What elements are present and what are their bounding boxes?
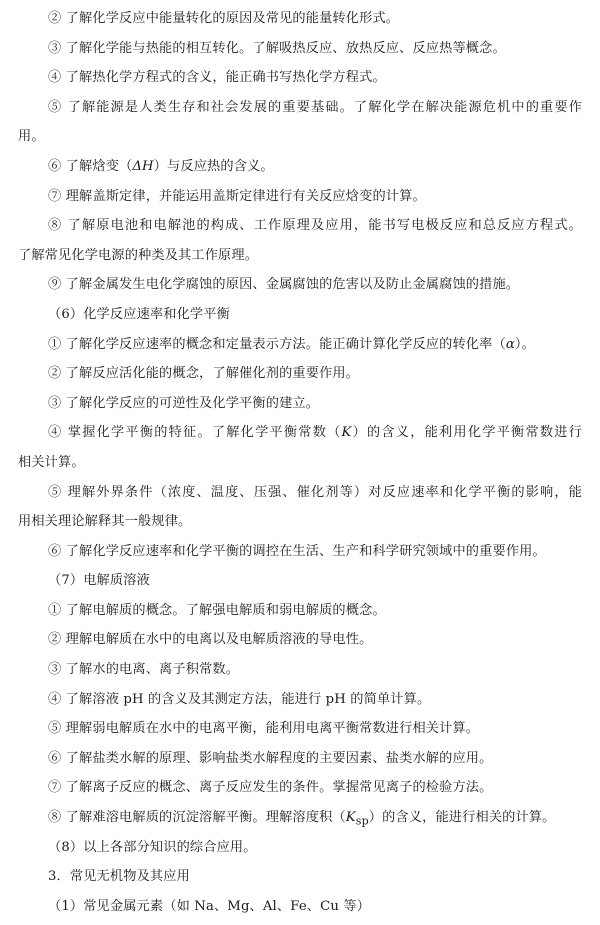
text-run: ④ 掌握化学平衡的特征。了解化学平衡常数（	[48, 425, 342, 441]
text-line: ③ 了解化学能与热能的相互转化。了解吸热反应、放热反应、反应热等概念。	[48, 40, 506, 56]
text-run: ⑧ 了解难溶电解质的沉淀溶解平衡。理解溶度积（	[48, 810, 346, 826]
math-symbol: K	[345, 810, 356, 826]
math-symbol: K	[341, 425, 352, 441]
text-line: ① 了解电解质的概念。了解强电解质和弱电解质的概念。	[48, 602, 386, 618]
text-line: ② 了解反应活化能的概念，了解催化剂的重要作用。	[48, 366, 360, 382]
text-run: ）。	[514, 336, 535, 352]
text-line: 用相关理论解释其一般规律。	[18, 514, 192, 530]
text-run: ）的含义，能利用化学平衡常数进行	[351, 425, 582, 441]
section-heading: （1）常见金属元素（如 Na、Mg、Al、Fe、Cu 等）	[48, 898, 371, 914]
text-line	[18, 803, 584, 833]
text-run: ）与反应热的含义。	[153, 158, 274, 174]
text-line: ④ 了解溶液 pH 的含义及其测定方法，能进行 pH 的简单计算。	[48, 691, 431, 707]
text-line: ⑤ 理解外界条件（浓度、温度、压强、催化剂等）对反应速率和化学平衡的影响，能	[48, 484, 582, 500]
text-line: ⑦ 理解盖斯定律，并能运用盖斯定律进行有关反应焓变的计算。	[48, 188, 426, 204]
text-line: ⑤ 了解能源是人类生存和社会发展的重要基础。了解化学在解决能源危机中的重要作	[48, 99, 582, 115]
text-line	[18, 330, 584, 360]
text-line: ⑦ 了解离子反应的概念、离子反应发生的条件。掌握常见离子的检验方法。	[48, 780, 493, 796]
text-line	[18, 152, 584, 182]
math-subscript: sp	[355, 814, 369, 828]
text-line: ⑨ 了解金属发生电化学腐蚀的原因、金属腐蚀的危害以及防止金属腐蚀的措施。	[48, 277, 520, 293]
text-line: 相关计算。	[18, 454, 85, 470]
text-line: ② 理解电解质在水中的电离以及电解质溶液的导电性。	[48, 632, 373, 648]
text-line: ② 了解化学反应中能量转化的原因及常见的能量转化形式。	[48, 11, 400, 26]
math-symbol: α	[505, 336, 515, 352]
section-heading: （6）化学反应速率和化学平衡	[48, 306, 230, 322]
text-line: ⑥ 了解盐类水解的原理、影响盐类水解程度的主要因素、盐类水解的应用。	[48, 750, 493, 766]
text-line: （8）以上各部分知识的综合应用。	[48, 839, 257, 855]
text-line: 用。	[18, 129, 45, 145]
text-line: ⑥ 了解化学反应速率和化学平衡的调控在生活、生产和科学研究领域中的重要作用。	[48, 543, 546, 559]
text-line: ⑧ 了解原电池和电解池的构成、工作原理及应用，能书写电极反应和总反应方程式。	[48, 218, 582, 234]
text-line: ③ 了解化学反应的可逆性及化学平衡的建立。	[48, 395, 320, 411]
text-line	[18, 418, 584, 448]
section-heading: 3．常见无机物及其应用	[48, 869, 190, 885]
text-line: ③ 了解水的电离、离子积常数。	[48, 662, 240, 678]
section-heading: （7）电解质溶液	[48, 573, 150, 589]
text-line: 了解常见化学电源的种类及其工作原理。	[18, 247, 259, 263]
text-run: ）的含义，能进行相关的计算。	[368, 810, 556, 826]
math-symbol: ΔH	[132, 158, 154, 174]
text-run: ① 了解化学反应速率的概念和定量表示方法。能正确计算化学反应的转化率（	[48, 336, 506, 352]
text-line: ④ 了解热化学方程式的含义，能正确书写热化学方程式。	[48, 70, 386, 86]
text-run: ⑥ 了解焓变（	[48, 158, 133, 174]
text-line: ⑤ 理解弱电解质在水中的电离平衡，能利用电离平衡常数进行相关计算。	[48, 721, 480, 737]
